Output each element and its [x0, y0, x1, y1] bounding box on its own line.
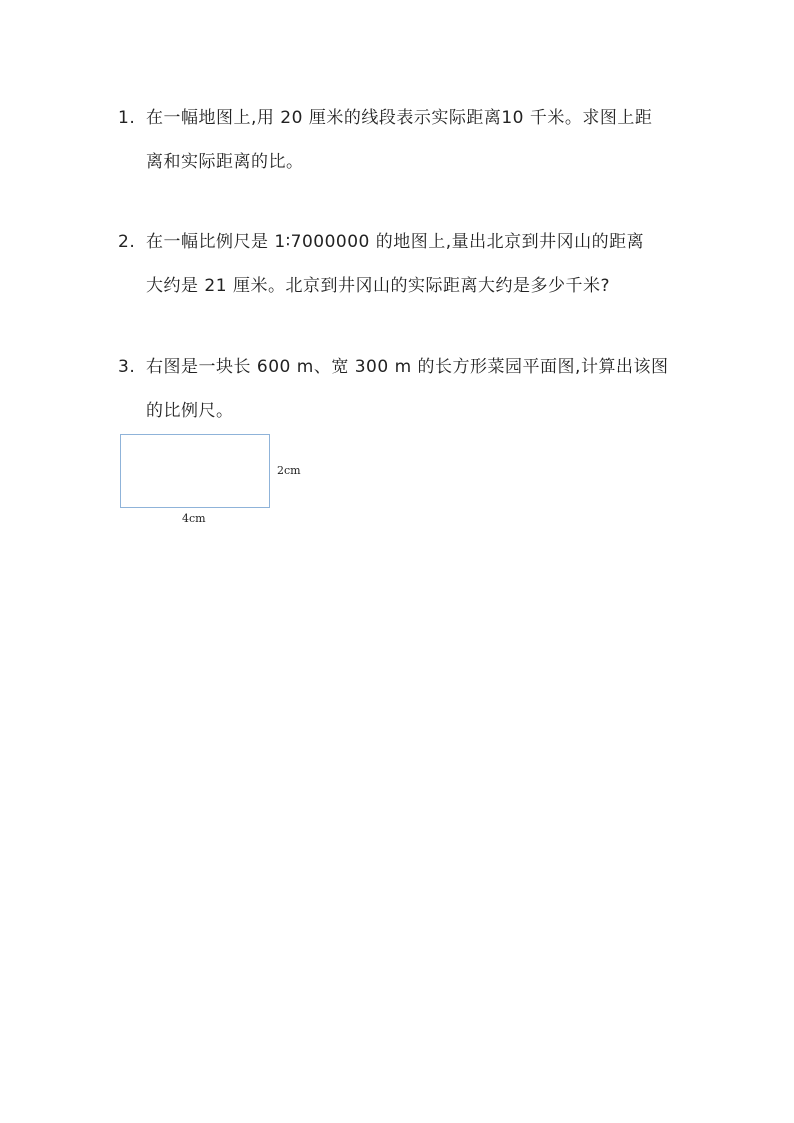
problem-number: 2. [118, 232, 136, 252]
rectangle-width-label: 4cm [182, 512, 206, 525]
rectangle-height-label: 2cm [277, 464, 301, 477]
garden-plan-rectangle [120, 434, 270, 508]
problem-number: 1. [118, 108, 136, 128]
problem-text-line-1: 在一幅比例尺是 1∶7000000 的地图上,量出北京到井冈山的距离 [146, 232, 645, 252]
problem-text-line-1: 右图是一块长 600 m、宽 300 m 的长方形菜园平面图,计算出该图 [146, 357, 669, 377]
problem-text-line-1: 在一幅地图上,用 20 厘米的线段表示实际距离10 千米。求图上距 [146, 108, 653, 128]
problem-text-line-2: 的比例尺。 [146, 401, 234, 421]
problem-number: 3. [118, 357, 136, 377]
problem-text-line-2: 离和实际距离的比。 [146, 152, 304, 172]
problem-text-line-2: 大约是 21 厘米。北京到井冈山的实际距离大约是多少千米? [146, 276, 610, 296]
